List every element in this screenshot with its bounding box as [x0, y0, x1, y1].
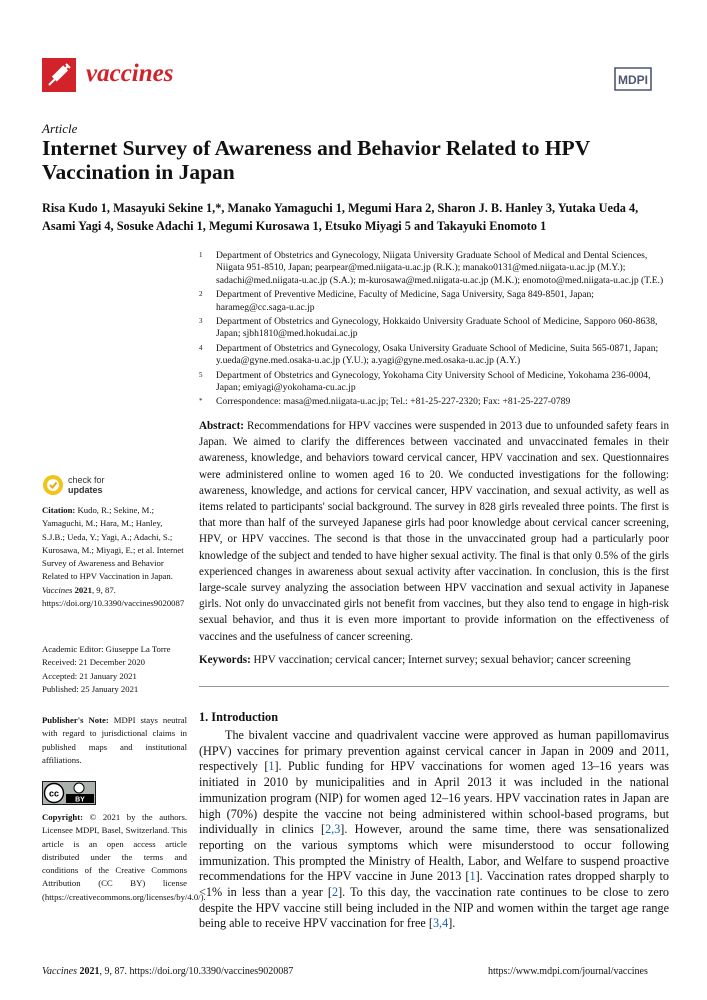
footer-year: 2021 [79, 966, 100, 977]
affiliation-text: Department of Obstetrics and Gynecology, Yokohama City University School of Medicine, Yokohama 236-0004, Japan; emiyagi@yokohama-cu.ac.jp [216, 369, 651, 394]
affiliation-text: Department of Preventive Medicine, Faculty of Medicine, Saga University, Saga 849-8501, Japan; harameg@cc.saga-u.ac.jp [216, 289, 594, 313]
affiliation-number: 1 [199, 251, 203, 259]
check-for-updates-badge[interactable] [42, 474, 162, 496]
academic-editor: Academic Editor: Giuseppe La Torre [42, 644, 171, 654]
footer-journal-url[interactable]: https://www.mdpi.com/journal/vaccines [488, 966, 648, 977]
affiliation-number: 3 [199, 317, 203, 326]
abstract [199, 418, 669, 645]
affiliation-text: Department of Obstetrics and Gynecology, Hokkaido University Graduate School of Medicine, Sapporo 060-8638, Japan; sjbh1810@med.hokudai.ac.jp [216, 316, 658, 340]
correspondence-text: Correspondence: masa@med.niigata-u.ac.jp; Tel.: +81-25-227-2320; Fax: +81-25-227-0789 [216, 396, 571, 408]
intro-text: ]. Vaccination rates dropped sharply to <1% in less than a year [ [199, 869, 669, 900]
article-title: Internet Survey of Awareness and Behavior Related to HPV Vaccination in Japan [42, 136, 590, 184]
introduction-paragraph [199, 728, 669, 932]
article-type: Article [42, 121, 78, 136]
affiliation-item [199, 343, 669, 368]
cc-by-license-icon[interactable] [42, 781, 96, 805]
citation-link[interactable]: 1 [268, 759, 275, 774]
intro-text: ]. [448, 916, 456, 931]
footer-citation [42, 966, 293, 977]
authors-line-2: Asami Yagi 4, Sosuke Adachi 1, Megumi Kurosawa 1, Etsuko Miyagi 5 and Takayuki Enomoto 1 [42, 219, 547, 233]
publisher-note [42, 714, 187, 767]
journal-name[interactable]: vaccines [86, 60, 174, 87]
affiliation-item [199, 316, 669, 341]
keywords-text: HPV vaccination; cervical cancer; Internet survey; sexual behavior; cancer screening [253, 654, 631, 666]
author-list [42, 199, 667, 235]
affiliation-item [199, 250, 669, 287]
citation-doi[interactable]: , 9, 87. https://doi.org/10.3390/vaccines9020087 [42, 584, 185, 609]
correspondence [199, 396, 669, 408]
affiliation-number: 5 [199, 370, 203, 379]
published-date: Published: 25 January 2021 [42, 683, 139, 694]
article-dates [42, 643, 187, 696]
citation-link[interactable]: 2,3 [325, 822, 341, 837]
citation-block [42, 504, 187, 610]
intro-text: ]. However, around the same time, there was sensationalized reporting on the various symptoms which were misunderstood to occur following immunization. This prompted the Ministry of Health, Labor, and Welfare to suspend proactive recommendations for the HPV vaccine in June 2013 [ [199, 822, 669, 884]
intro-text: ]. To this day, the vaccination rate continues to be close to zero despite the HPV vaccine still being included in the NIP and women within the target age range being able to receive HPV vaccination for free [ [199, 885, 669, 931]
abstract-label: Abstract: [199, 420, 244, 432]
affiliation-number: 4 [199, 343, 203, 352]
citation-text: Kudo, R.; Sekine, M.; Yamaguchi, M.; Hara, M.; Hanley, S.J.B.; Ueda, Y.; Yagi, A.; Adachi, S.; Kurosawa, M.; Miyagi, E.; et al. Internet Survey of Awareness and Behavior Related to HPV Vaccination in Japan. [42, 505, 184, 582]
affiliation-text: Department of Obstetrics and Gynecology, Niigata University Graduate School of Medical and Dental Sciences, Niigata 951-8510, Japan; pearpear@med.niigata-u.ac.jp (R.K.); manako0131@med.niigata-u.ac.jp (M.Y.); sadachi@med.niigata-u.ac.jp (S.A.); m-kurosawa@med.niigata-u.ac.jp (M.K.); enomoto@med.niigata-u.ac.jp (T.E.) [216, 250, 664, 286]
authors-line-1: Risa Kudo 1, Masayuki Sekine 1,*, Manako Yamaguchi 1, Megumi Hara 2, Sharon J. B. Hanley 3, Yutaka Ueda 4, [42, 201, 639, 215]
cc-text: cc [48, 788, 60, 799]
mdpi-logo-icon[interactable] [612, 66, 654, 92]
footer-journal: Vaccines [42, 966, 77, 977]
abstract-text: Recommendations for HPV vaccines were suspended in 2013 due to unfounded safety fears in Japan. We aimed to clarify the differences between vaccinated and unvaccinated females in their awareness, knowledge, and behaviors toward cervical cancer, HPV vaccination and sex. Questionnaires were administered online to women aged 16 to 20. We conducted investigations for the following: awareness, knowledge, and actions for cervical cancer, HPV vaccination, and sexual activity, as well as items related to participants' social background. The survey in 828 girls revealed three points. The first is that more than half of the surveyed Japanese girls had poor knowledge about cervical cancer screening, HPV, or HPV vaccines. The second is that those in the unvaccinated group had a particularly poor knowledge of the subject and tended to have higher sexual activity. The final is that only 0.5% of the girls experienced changes in awareness about sexual activity after vaccination. In conclusion, this is the first large-scale survey analyzing the association between HPV vaccination and sexual activity in Japanese girls. Not only do unvaccinated girls not benefit from vaccines, but they also tend to engage in high-risk sexual behavior, and thus it is even more important to provide information on the effectiveness of vaccines and the usefulness of cancer screening. [199, 420, 669, 643]
copyright-text: © 2021 by the authors. Licensee MDPI, Basel, Switzerland. This article is an open access article distributed under the terms and conditions of the Creative Commons Attribution (CC BY) license (https://creativecommons.org/licenses/by/4.0/). [42, 812, 206, 902]
citation-year: 2021 [74, 584, 92, 595]
check-updates-icon [42, 474, 64, 496]
affiliation-text: Department of Obstetrics and Gynecology, Osaka University Graduate School of Medicine, Suita 565-0871, Japan; y.ueda@gyne.med.osaka-u.ac.jp (Y.U.); a.yagi@gyne.med.osaka-u.ac.jp (A.Y.) [216, 342, 659, 367]
copyright-label: Copyright: [42, 812, 84, 822]
section-divider [199, 686, 669, 687]
keywords-label: Keywords: [199, 654, 251, 666]
citation-label: Citation: [42, 505, 76, 515]
keywords [199, 652, 669, 668]
received-date: Received: 21 December 2020 [42, 657, 146, 668]
check-updates-line1: check for [68, 475, 105, 485]
citation-link[interactable]: 3,4 [432, 916, 449, 931]
publisher-note-text: MDPI stays neutral with regard to jurisdictional claims in published maps and institutional affiliations. [42, 715, 187, 765]
intro-text: ]. Public funding for HPV vaccinations for women aged 13–16 years was initiated in 2010 by municipalities and in April 2013 it was included in the national immunization program (NIP) for women aged 12–16 years. HPV vaccination rates in Japan are high (70%) despite the vaccine not being administered within school-based programs, but individually in clinics [ [199, 759, 670, 837]
mdpi-text: MDPI [618, 73, 648, 87]
correspondence-marker: * [199, 397, 203, 406]
copyright-block [42, 811, 206, 904]
footer-doi[interactable]: , 9, 87. https://doi.org/10.3390/vaccines9020087 [99, 966, 294, 977]
publisher-note-label: Publisher's Note: [42, 715, 109, 725]
citation-link[interactable]: 1 [469, 869, 476, 884]
affiliation-item [199, 370, 669, 395]
section-heading: 1. Introduction [199, 710, 279, 724]
affiliation-item [199, 289, 669, 314]
accepted-date: Accepted: 21 January 2021 [42, 670, 137, 681]
affiliation-number: 2 [199, 290, 203, 299]
by-text: BY [75, 796, 85, 804]
citation-link[interactable]: 2 [332, 885, 339, 900]
vaccines-logo-icon [42, 58, 76, 92]
citation-journal: Vaccines [42, 584, 73, 595]
intro-text: The bivalent vaccine and quadrivalent vaccine were approved as human papillomavirus (HPV) vaccines for primary prevention against cervical cancer in Japan in 2009 and 2011, respectively [ [199, 728, 669, 774]
affiliations [199, 250, 669, 411]
check-updates-line2: updates [68, 485, 103, 495]
